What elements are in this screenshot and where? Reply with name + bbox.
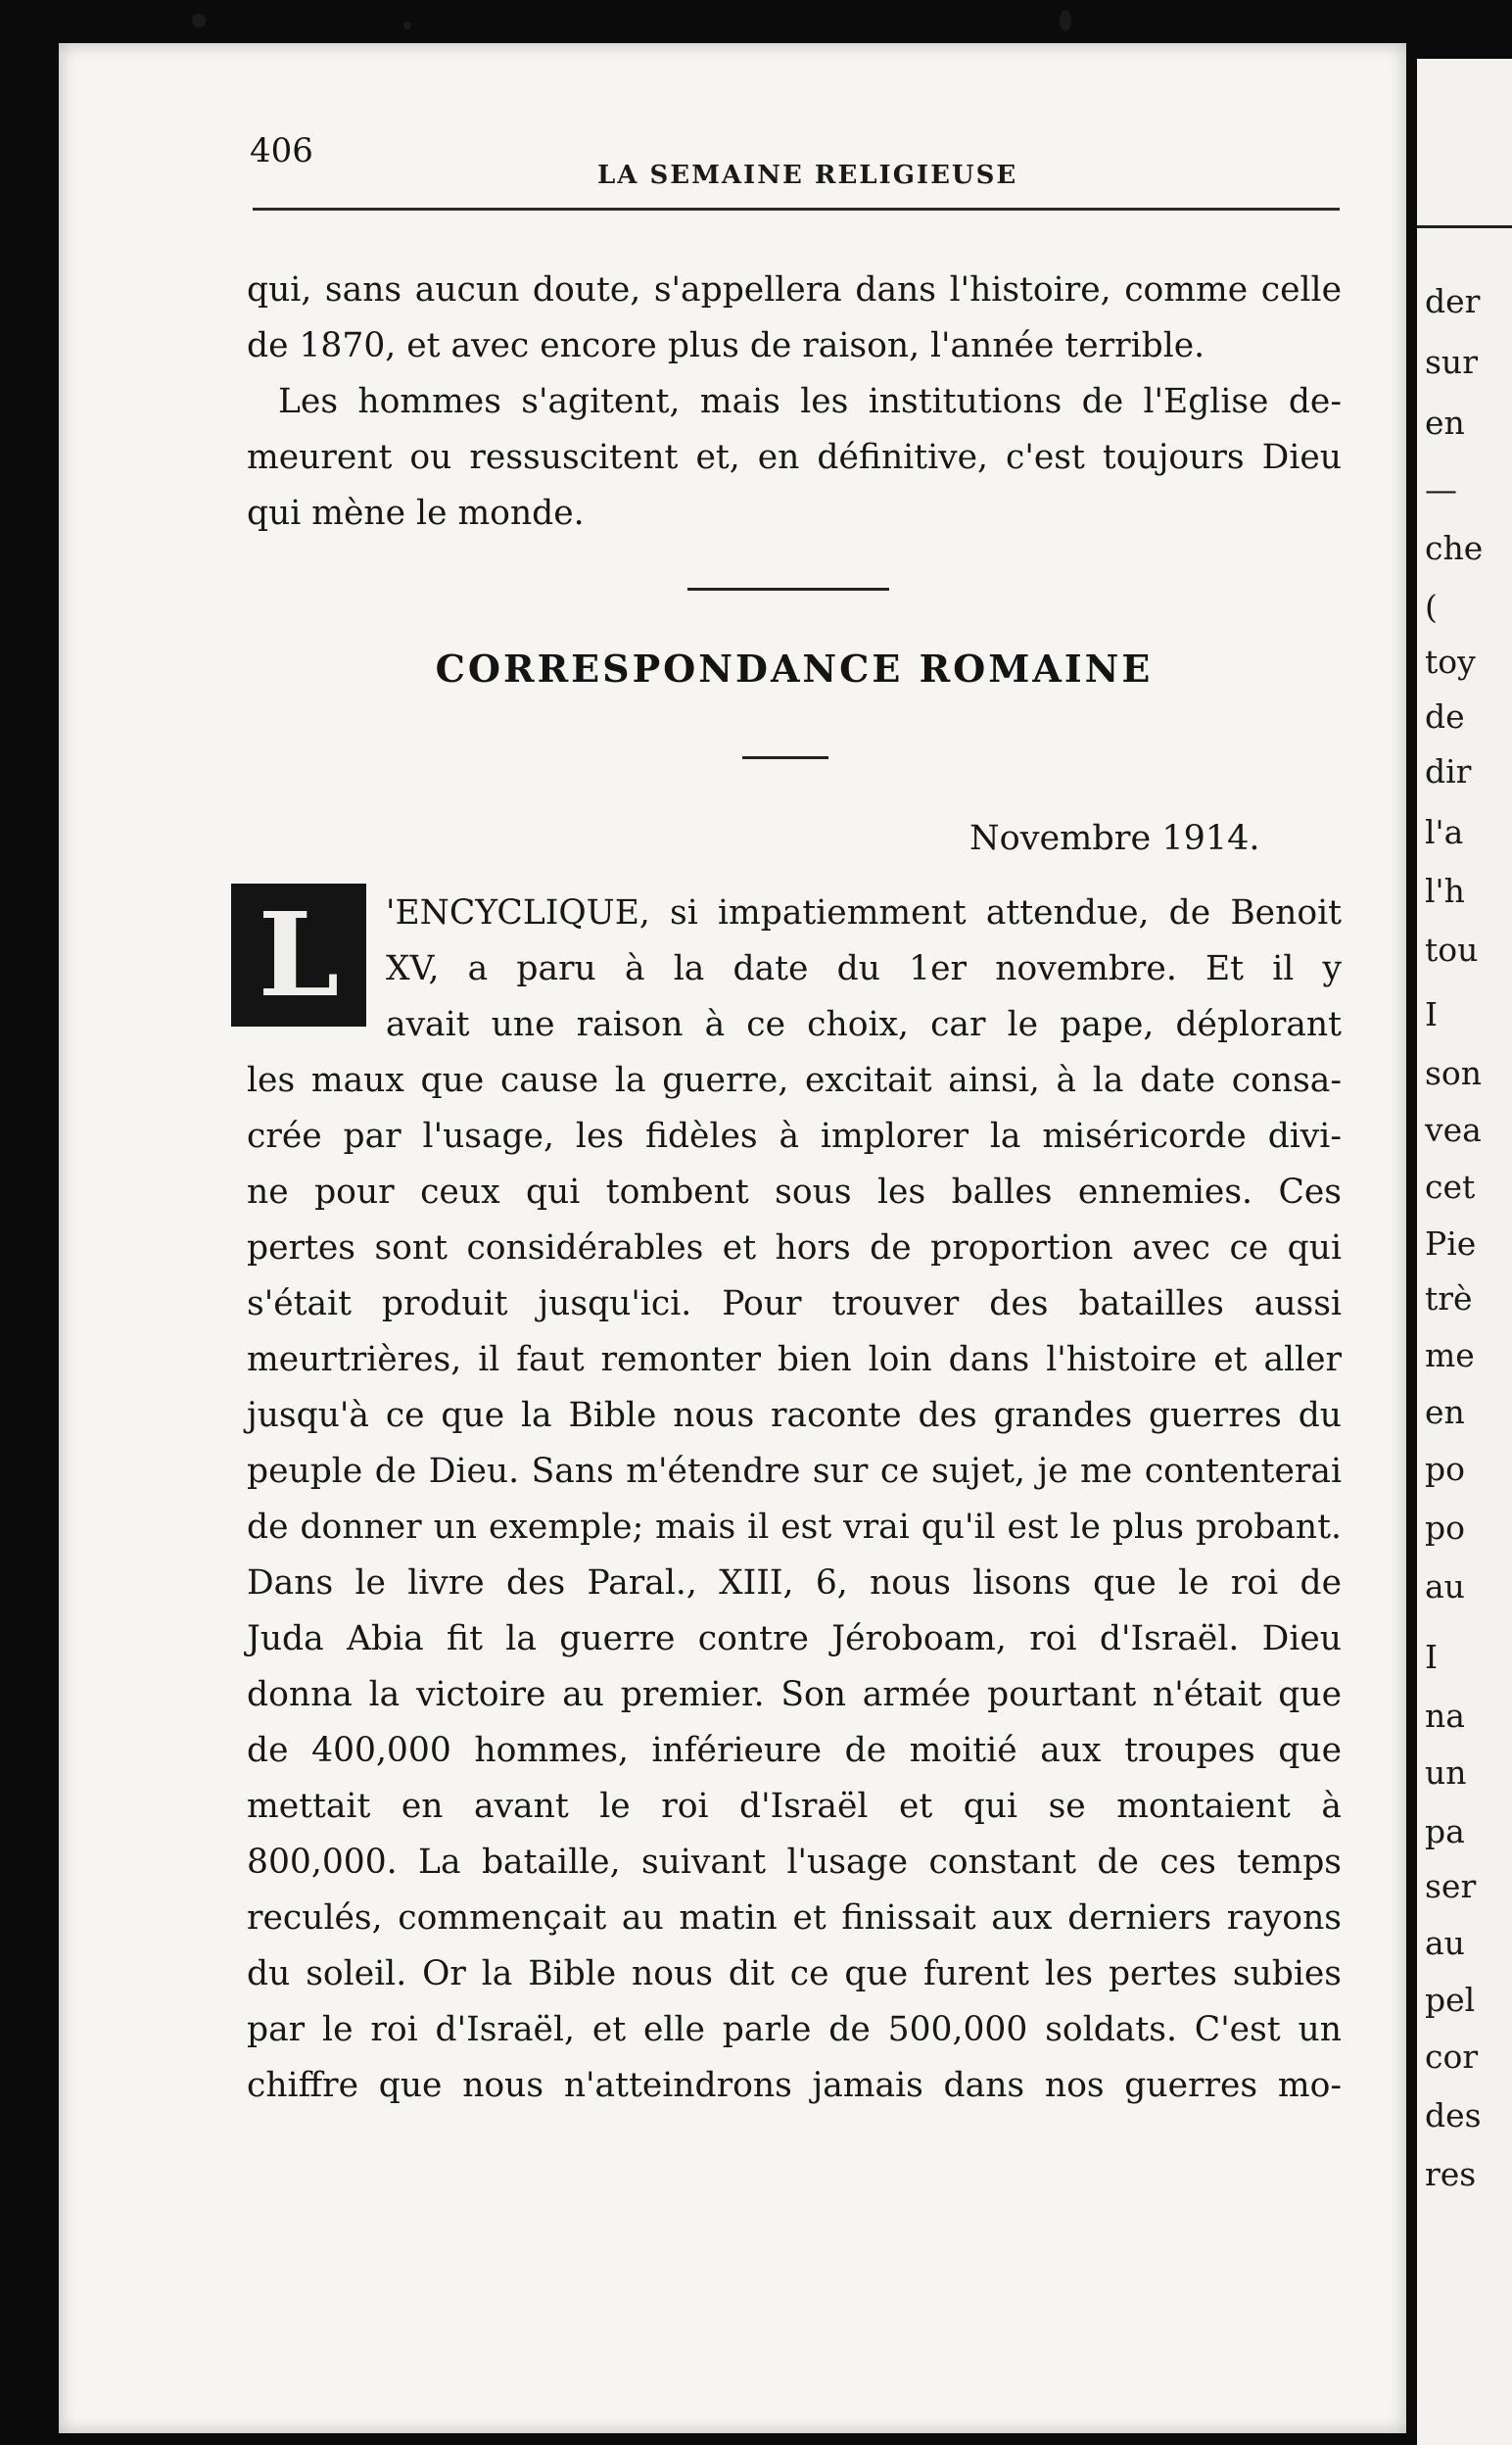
- text-line: avait une raison à ce choix, car le pape, déplorant: [386, 1005, 1342, 1044]
- text-line: qui, sans aucun doute, s'appellera dans l'histoire, comme celle: [247, 270, 1342, 310]
- text-line: donna la victoire au premier. Son armée pourtant n'était que: [247, 1675, 1342, 1714]
- scan-speck: [192, 14, 206, 27]
- text-line: ne pour ceux qui tombent sous les balles ennemies. Ces: [247, 1173, 1342, 1212]
- text-line: chiffre que nous n'atteindrons jamais dans nos guerres mo-: [247, 2066, 1342, 2105]
- ornamental-drop-cap: [231, 884, 366, 1027]
- adjacent-page-text-fragment: sur: [1425, 343, 1478, 381]
- text-line: crée par l'usage, les fidèles à implorer la miséricorde divi-: [247, 1117, 1342, 1156]
- text-line: les maux que cause la guerre, excitait ainsi, à la date consa-: [247, 1061, 1342, 1100]
- adjacent-page-text-fragment: toy: [1425, 643, 1476, 681]
- text-line: du soleil. Or la Bible nous dit ce que furent les pertes subies: [247, 1954, 1342, 1993]
- adjacent-page-text-fragment: de: [1425, 697, 1465, 736]
- text-line: 800,000. La bataille, suivant l'usage constant de ces temps: [247, 1843, 1342, 1882]
- adjacent-page-text-fragment: en: [1425, 404, 1465, 442]
- scan-speck: [1060, 10, 1071, 31]
- adjacent-page-text-fragment: res: [1425, 2155, 1477, 2193]
- text-line: de donner un exemple; mais il est vrai qu'il est le plus probant.: [247, 1508, 1342, 1547]
- adjacent-page-text-fragment: cor: [1425, 2038, 1479, 2076]
- text-line: qui mène le monde.: [247, 494, 585, 533]
- adjacent-page-text-fragment: un: [1425, 1753, 1467, 1792]
- text-line: pertes sont considérables et hors de proportion avec ce qui: [247, 1228, 1342, 1268]
- text-line: par le roi d'Israël, et elle parle de 500,000 soldats. C'est un: [247, 2010, 1342, 2049]
- adjacent-page-text-fragment: pel: [1425, 1981, 1476, 2019]
- adjacent-page-text-fragment: che: [1425, 529, 1484, 567]
- text-line: Juda Abia fit la guerre contre Jéroboam, roi d'Israël. Dieu: [247, 1619, 1342, 1658]
- adjacent-page-text-fragment: po: [1425, 1450, 1465, 1488]
- adjacent-page-text-fragment: I: [1425, 1638, 1439, 1676]
- scan-speck: [403, 22, 411, 29]
- adjacent-page-text-fragment: der: [1425, 282, 1481, 320]
- adjacent-page-text-fragment: I: [1425, 995, 1439, 1033]
- adjacent-page-text-fragment: vea: [1425, 1111, 1482, 1149]
- adjacent-page-rule: [1417, 225, 1512, 228]
- adjacent-page-text-fragment: trè: [1425, 1279, 1473, 1318]
- text-line: s'était produit jusqu'ici. Pour trouver des batailles aussi: [247, 1284, 1342, 1323]
- text-line: meurent ou ressuscitent et, en définitive, c'est toujours Dieu: [247, 438, 1342, 477]
- section-title: CORRESPONDANCE ROMAINE: [435, 647, 1154, 691]
- page-number: 406: [250, 131, 313, 170]
- adjacent-page-text-fragment: ser: [1425, 1867, 1477, 1905]
- header-rule: [253, 208, 1340, 211]
- section-separator-top: [687, 588, 889, 591]
- page-header: [250, 131, 1337, 210]
- drop-cap-lines: [386, 886, 1342, 1053]
- adjacent-page-text-fragment: Pie: [1425, 1224, 1477, 1263]
- intro-paragraphs: [247, 263, 1342, 542]
- running-title: LA SEMAINE RELIGIEUSE: [597, 161, 1018, 190]
- adjacent-page-text-fragment: cet: [1425, 1168, 1476, 1206]
- text-line: XV, a paru à la date du 1er novembre. Et il y: [386, 949, 1342, 988]
- text-line: Les hommes s'agitent, mais les institutions de l'Eglise de-: [278, 382, 1342, 421]
- adjacent-page-text-fragment: au: [1425, 1567, 1465, 1606]
- adjacent-page-text-fragment: pa: [1425, 1812, 1465, 1850]
- adjacent-page-text-fragment: me: [1425, 1336, 1475, 1374]
- text-line: peuple de Dieu. Sans m'étendre sur ce sujet, je me contenterai: [247, 1452, 1342, 1491]
- text-line: jusqu'à ce que la Bible nous raconte des grandes guerres du: [247, 1396, 1342, 1435]
- adjacent-page-edge: [1417, 59, 1512, 2445]
- adjacent-page-text-fragment: dir: [1425, 752, 1472, 791]
- text-line: meurtrières, il faut remonter bien loin dans l'histoire et aller: [247, 1340, 1342, 1379]
- drop-cap-letter: L: [258, 887, 340, 1023]
- adjacent-page-text-fragment: na: [1425, 1697, 1465, 1735]
- adjacent-page-text-fragment: (: [1425, 588, 1438, 626]
- adjacent-page-text-fragment: son: [1425, 1054, 1483, 1092]
- section-separator-bottom: [742, 756, 828, 759]
- text-line: de 400,000 hommes, inférieure de moitié aux troupes que: [247, 1731, 1342, 1770]
- text-line: de 1870, et avec encore plus de raison, l'année terrible.: [247, 326, 1205, 365]
- dateline: Novembre 1914.: [969, 819, 1260, 858]
- text-line: reculés, commençait au matin et finissait aux derniers rayons: [247, 1898, 1342, 1938]
- adjacent-page-text-fragment: tou: [1425, 931, 1479, 969]
- letter-body: [247, 1053, 1342, 2114]
- adjacent-page-text-fragment: po: [1425, 1509, 1465, 1547]
- adjacent-page-text-fragment: au: [1425, 1924, 1465, 1962]
- adjacent-page-text-fragment: l'h: [1425, 872, 1465, 910]
- text-line: Dans le livre des Paral., XIII, 6, nous lisons que le roi de: [247, 1563, 1342, 1603]
- adjacent-page-text-fragment: —: [1425, 470, 1457, 508]
- adjacent-page-text-fragment: en: [1425, 1393, 1465, 1431]
- text-line: 'ENCYCLIQUE, si impatiemment attendue, de Benoit: [386, 893, 1342, 933]
- adjacent-page-text-fragment: l'a: [1425, 813, 1464, 851]
- adjacent-page-text-fragment: des: [1425, 2096, 1482, 2134]
- text-line: mettait en avant le roi d'Israël et qui se montaient à: [247, 1787, 1342, 1826]
